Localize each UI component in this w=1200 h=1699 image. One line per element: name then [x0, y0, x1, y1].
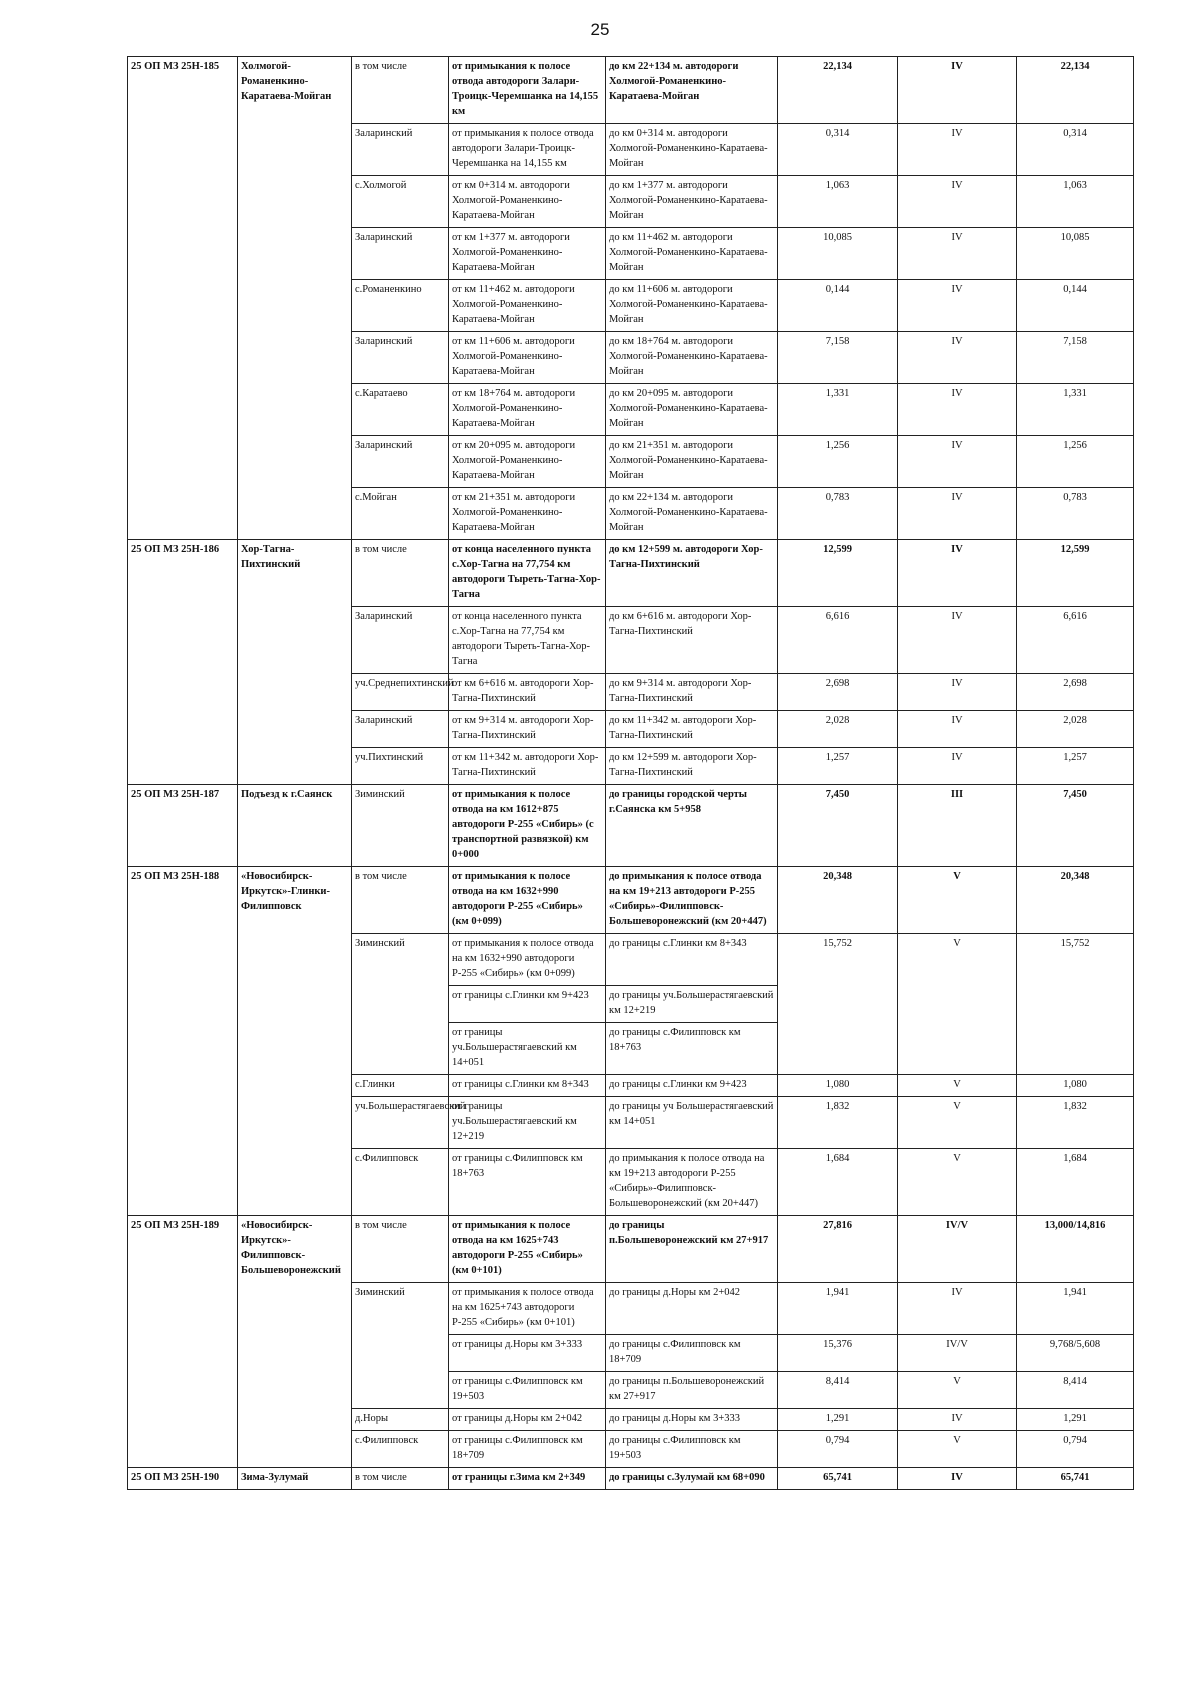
area-cell: с.Филипповск [352, 1149, 449, 1216]
segment-end-cell: до км 11+342 м. автодороги Хор-Тагна-Пихтинский [606, 711, 778, 748]
segment-start-cell: от км 6+616 м. автодороги Хор-Тагна-Пихтинский [449, 674, 606, 711]
total-length-cell: 7,450 [1017, 785, 1134, 867]
total-length-cell: 1,256 [1017, 436, 1134, 488]
segment-end-cell: до км 18+764 м. автодороги Холмогой-Романенкино-Каратаева-Мойган [606, 332, 778, 384]
length-cell: 1,256 [778, 436, 898, 488]
length-cell: 0,783 [778, 488, 898, 540]
road-code-cell: 25 ОП МЗ 25Н-187 [128, 785, 238, 867]
segment-end-cell: до км 0+314 м. автодороги Холмогой-Романенкино-Каратаева-Мойган [606, 124, 778, 176]
roads-table [127, 56, 1134, 1490]
area-cell: в том числе [352, 57, 449, 124]
area-cell: в том числе [352, 540, 449, 607]
segment-start-cell: от км 9+314 м. автодороги Хор-Тагна-Пихтинский [449, 711, 606, 748]
area-cell: Заларинский [352, 332, 449, 384]
category-cell: IV [898, 1468, 1017, 1490]
segment-end-cell: до км 6+616 м. автодороги Хор-Тагна-Пихтинский [606, 607, 778, 674]
table-row [128, 867, 1134, 934]
category-cell: IV/V [898, 1335, 1017, 1372]
length-cell: 7,158 [778, 332, 898, 384]
segment-end-cell: до км 9+314 м. автодороги Хор-Тагна-Пихтинский [606, 674, 778, 711]
category-cell: IV [898, 674, 1017, 711]
area-cell: Зиминский [352, 785, 449, 867]
road-name-cell: «Новосибирск-Иркутск»-Филипповск-Большеворонежский [238, 1216, 352, 1468]
road-code-cell: 25 ОП МЗ 25Н-189 [128, 1216, 238, 1468]
segment-end-cell: до км 1+377 м. автодороги Холмогой-Романенкино-Каратаева-Мойган [606, 176, 778, 228]
total-length-cell: 0,314 [1017, 124, 1134, 176]
segment-start-cell: от границы д.Норы км 2+042 [449, 1409, 606, 1431]
segment-start-cell: от км 0+314 м. автодороги Холмогой-Романенкино-Каратаева-Мойган [449, 176, 606, 228]
length-cell: 0,144 [778, 280, 898, 332]
area-cell: Зиминский [352, 934, 449, 1075]
category-cell: IV [898, 1283, 1017, 1335]
table-row [128, 785, 1134, 867]
area-cell: уч.Большерастягаевский [352, 1097, 449, 1149]
road-name-cell: «Новосибирск-Иркутск»-Глинки-Филипповск [238, 867, 352, 1216]
area-cell: Заларинский [352, 124, 449, 176]
segment-end-cell: до границы с.Филипповск км 18+709 [606, 1335, 778, 1372]
area-cell: уч.Среднепихтинский [352, 674, 449, 711]
length-cell: 1,257 [778, 748, 898, 785]
segment-start-cell: от границы с.Филипповск км 18+709 [449, 1431, 606, 1468]
total-length-cell: 9,768/5,608 [1017, 1335, 1134, 1372]
segment-end-cell: до км 22+134 м. автодороги Холмогой-Романенкино-Каратаева-Мойган [606, 488, 778, 540]
length-cell: 20,348 [778, 867, 898, 934]
segment-start-cell: от границы уч.Большерастягаевский км 14+051 [449, 1023, 606, 1075]
length-cell: 6,616 [778, 607, 898, 674]
total-length-cell: 2,028 [1017, 711, 1134, 748]
segment-start-cell: от примыкания к полосе отвода на км 1625+743 автодороги Р-255 «Сибирь» (км 0+101) [449, 1216, 606, 1283]
total-length-cell: 8,414 [1017, 1372, 1134, 1409]
page-number: 25 [590, 20, 610, 39]
area-cell: Заларинский [352, 711, 449, 748]
total-length-cell: 15,752 [1017, 934, 1134, 1075]
category-cell: IV [898, 711, 1017, 748]
category-cell: IV [898, 748, 1017, 785]
total-length-cell: 0,783 [1017, 488, 1134, 540]
length-cell: 0,794 [778, 1431, 898, 1468]
segment-start-cell: от границы уч.Большерастягаевский км 12+219 [449, 1097, 606, 1149]
category-cell: IV/V [898, 1216, 1017, 1283]
segment-start-cell: от км 11+462 м. автодороги Холмогой-Романенкино-Каратаева-Мойган [449, 280, 606, 332]
area-cell: с.Каратаево [352, 384, 449, 436]
length-cell: 12,599 [778, 540, 898, 607]
category-cell: V [898, 1149, 1017, 1216]
total-length-cell: 1,257 [1017, 748, 1134, 785]
length-cell: 10,085 [778, 228, 898, 280]
segment-end-cell: до км 20+095 м. автодороги Холмогой-Романенкино-Каратаева-Мойган [606, 384, 778, 436]
area-cell: Зиминский [352, 1283, 449, 1409]
road-code-cell: 25 ОП МЗ 25Н-185 [128, 57, 238, 540]
total-length-cell: 22,134 [1017, 57, 1134, 124]
segment-end-cell: до границы п.Большеворонежский км 27+917 [606, 1372, 778, 1409]
segment-end-cell: до границы с.Филипповск км 19+503 [606, 1431, 778, 1468]
segment-start-cell: от конца населенного пункта с.Хор-Тагна на 77,754 км автодороги Тыреть-Тагна-Хор-Тагна [449, 540, 606, 607]
total-length-cell: 1,941 [1017, 1283, 1134, 1335]
category-cell: IV [898, 540, 1017, 607]
segment-end-cell: до км 11+606 м. автодороги Холмогой-Романенкино-Каратаева-Мойган [606, 280, 778, 332]
total-length-cell: 2,698 [1017, 674, 1134, 711]
area-cell: с.Холмогой [352, 176, 449, 228]
segment-start-cell: от границы с.Глинки км 8+343 [449, 1075, 606, 1097]
segment-end-cell: до границы с.Глинки км 8+343 [606, 934, 778, 986]
category-cell: V [898, 867, 1017, 934]
segment-start-cell: от границы д.Норы км 3+333 [449, 1335, 606, 1372]
segment-end-cell: до км 11+462 м. автодороги Холмогой-Романенкино-Каратаева-Мойган [606, 228, 778, 280]
table-row [128, 540, 1134, 607]
roads-table-body [128, 57, 1134, 1490]
total-length-cell: 13,000/14,816 [1017, 1216, 1134, 1283]
road-name-cell: Зима-Зулумай [238, 1468, 352, 1490]
road-name-cell: Холмогой-Романенкино-Каратаева-Мойган [238, 57, 352, 540]
segment-start-cell: от границы с.Филипповск км 18+763 [449, 1149, 606, 1216]
area-cell: уч.Пихтинский [352, 748, 449, 785]
segment-start-cell: от границы с.Филипповск км 19+503 [449, 1372, 606, 1409]
area-cell: в том числе [352, 867, 449, 934]
table-row [128, 1468, 1134, 1490]
length-cell: 27,816 [778, 1216, 898, 1283]
length-cell: 1,941 [778, 1283, 898, 1335]
category-cell: IV [898, 176, 1017, 228]
category-cell: IV [898, 280, 1017, 332]
segment-start-cell: от примыкания к полосе отвода на км 1612+875 автодороги Р-255 «Сибирь» (с транспортной развязкой) км 0+000 [449, 785, 606, 867]
category-cell: IV [898, 124, 1017, 176]
length-cell: 65,741 [778, 1468, 898, 1490]
segment-start-cell: от примыкания к полосе отвода на км 1625+743 автодороги Р-255 «Сибирь» (км 0+101) [449, 1283, 606, 1335]
road-code-cell: 25 ОП МЗ 25Н-190 [128, 1468, 238, 1490]
category-cell: IV [898, 488, 1017, 540]
road-code-cell: 25 ОП МЗ 25Н-186 [128, 540, 238, 785]
area-cell: с.Мойган [352, 488, 449, 540]
segment-end-cell: до границы с.Филипповск км 18+763 [606, 1023, 778, 1075]
category-cell: V [898, 1431, 1017, 1468]
segment-start-cell: от км 20+095 м. автодороги Холмогой-Романенкино-Каратаева-Мойган [449, 436, 606, 488]
area-cell: с.Глинки [352, 1075, 449, 1097]
segment-start-cell: от границы с.Глинки км 9+423 [449, 986, 606, 1023]
total-length-cell: 1,291 [1017, 1409, 1134, 1431]
segment-end-cell: до границы д.Норы км 2+042 [606, 1283, 778, 1335]
segment-end-cell: до границы городской черты г.Саянска км 5+958 [606, 785, 778, 867]
area-cell: Заларинский [352, 228, 449, 280]
road-code-cell: 25 ОП МЗ 25Н-188 [128, 867, 238, 1216]
length-cell: 15,752 [778, 934, 898, 1075]
segment-start-cell: от конца населенного пункта с.Хор-Тагна на 77,754 км автодороги Тыреть-Тагна-Хор-Тагна [449, 607, 606, 674]
total-length-cell: 20,348 [1017, 867, 1134, 934]
segment-end-cell: до границы уч.Большерастягаевский км 12+219 [606, 986, 778, 1023]
segment-start-cell: от км 11+606 м. автодороги Холмогой-Романенкино-Каратаева-Мойган [449, 332, 606, 384]
length-cell: 1,331 [778, 384, 898, 436]
segment-start-cell: от км 18+764 м. автодороги Холмогой-Романенкино-Каратаева-Мойган [449, 384, 606, 436]
area-cell: в том числе [352, 1216, 449, 1283]
segment-start-cell: от км 21+351 м. автодороги Холмогой-Романенкино-Каратаева-Мойган [449, 488, 606, 540]
length-cell: 7,450 [778, 785, 898, 867]
length-cell: 2,698 [778, 674, 898, 711]
total-length-cell: 0,144 [1017, 280, 1134, 332]
table-row [128, 57, 1134, 124]
category-cell: V [898, 1097, 1017, 1149]
length-cell: 15,376 [778, 1335, 898, 1372]
total-length-cell: 1,832 [1017, 1097, 1134, 1149]
total-length-cell: 7,158 [1017, 332, 1134, 384]
category-cell: IV [898, 607, 1017, 674]
segment-end-cell: до км 21+351 м. автодороги Холмогой-Романенкино-Каратаева-Мойган [606, 436, 778, 488]
length-cell: 1,684 [778, 1149, 898, 1216]
segment-end-cell: до границы д.Норы км 3+333 [606, 1409, 778, 1431]
total-length-cell: 65,741 [1017, 1468, 1134, 1490]
length-cell: 1,291 [778, 1409, 898, 1431]
segment-start-cell: от примыкания к полосе отвода автодороги Залари-Троицк-Черемшанка на 14,155 км [449, 57, 606, 124]
length-cell: 2,028 [778, 711, 898, 748]
length-cell: 1,832 [778, 1097, 898, 1149]
length-cell: 22,134 [778, 57, 898, 124]
category-cell: IV [898, 436, 1017, 488]
category-cell: IV [898, 57, 1017, 124]
category-cell: V [898, 1372, 1017, 1409]
segment-start-cell: от км 11+342 м. автодороги Хор-Тагна-Пихтинский [449, 748, 606, 785]
area-cell: с.Филипповск [352, 1431, 449, 1468]
total-length-cell: 0,794 [1017, 1431, 1134, 1468]
segment-end-cell: до примыкания к полосе отвода на км 19+213 автодороги Р-255 «Сибирь»-Филипповск-Большеворонежский (км 20+447) [606, 867, 778, 934]
segment-end-cell: до границы с.Глинки км 9+423 [606, 1075, 778, 1097]
total-length-cell: 10,085 [1017, 228, 1134, 280]
category-cell: V [898, 934, 1017, 1075]
total-length-cell: 1,080 [1017, 1075, 1134, 1097]
table-row [128, 1216, 1134, 1283]
category-cell: V [898, 1075, 1017, 1097]
road-name-cell: Подъезд к г.Саянск [238, 785, 352, 867]
area-cell: с.Романенкино [352, 280, 449, 332]
segment-end-cell: до км 12+599 м. автодороги Хор-Тагна-Пихтинский [606, 748, 778, 785]
category-cell: IV [898, 1409, 1017, 1431]
segment-end-cell: до примыкания к полосе отвода на км 19+213 автодороги Р-255 «Сибирь»-Филипповск-Большеворонежский (км 20+447) [606, 1149, 778, 1216]
segment-end-cell: до границы с.Зулумай км 68+090 [606, 1468, 778, 1490]
area-cell: Заларинский [352, 436, 449, 488]
road-name-cell: Хор-Тагна-Пихтинский [238, 540, 352, 785]
segment-start-cell: от границы г.Зима км 2+349 [449, 1468, 606, 1490]
segment-start-cell: от км 1+377 м. автодороги Холмогой-Романенкино-Каратаева-Мойган [449, 228, 606, 280]
segment-end-cell: до границы п.Большеворонежский км 27+917 [606, 1216, 778, 1283]
category-cell: IV [898, 332, 1017, 384]
segment-start-cell: от примыкания к полосе отвода на км 1632+990 автодороги Р-255 «Сибирь» (км 0+099) [449, 867, 606, 934]
total-length-cell: 6,616 [1017, 607, 1134, 674]
total-length-cell: 1,684 [1017, 1149, 1134, 1216]
category-cell: IV [898, 228, 1017, 280]
segment-start-cell: от примыкания к полосе отвода автодороги Залари-Троицк-Черемшанка на 14,155 км [449, 124, 606, 176]
area-cell: Заларинский [352, 607, 449, 674]
segment-start-cell: от примыкания к полосе отвода на км 1632+990 автодороги Р-255 «Сибирь» (км 0+099) [449, 934, 606, 986]
total-length-cell: 1,063 [1017, 176, 1134, 228]
length-cell: 1,063 [778, 176, 898, 228]
area-cell: д.Норы [352, 1409, 449, 1431]
segment-end-cell: до границы уч Большерастягаевский км 14+051 [606, 1097, 778, 1149]
length-cell: 0,314 [778, 124, 898, 176]
category-cell: III [898, 785, 1017, 867]
length-cell: 1,080 [778, 1075, 898, 1097]
area-cell: в том числе [352, 1468, 449, 1490]
category-cell: IV [898, 384, 1017, 436]
total-length-cell: 1,331 [1017, 384, 1134, 436]
length-cell: 8,414 [778, 1372, 898, 1409]
total-length-cell: 12,599 [1017, 540, 1134, 607]
segment-end-cell: до км 12+599 м. автодороги Хор-Тагна-Пихтинский [606, 540, 778, 607]
segment-end-cell: до км 22+134 м. автодороги Холмогой-Романенкино-Каратаева-Мойган [606, 57, 778, 124]
